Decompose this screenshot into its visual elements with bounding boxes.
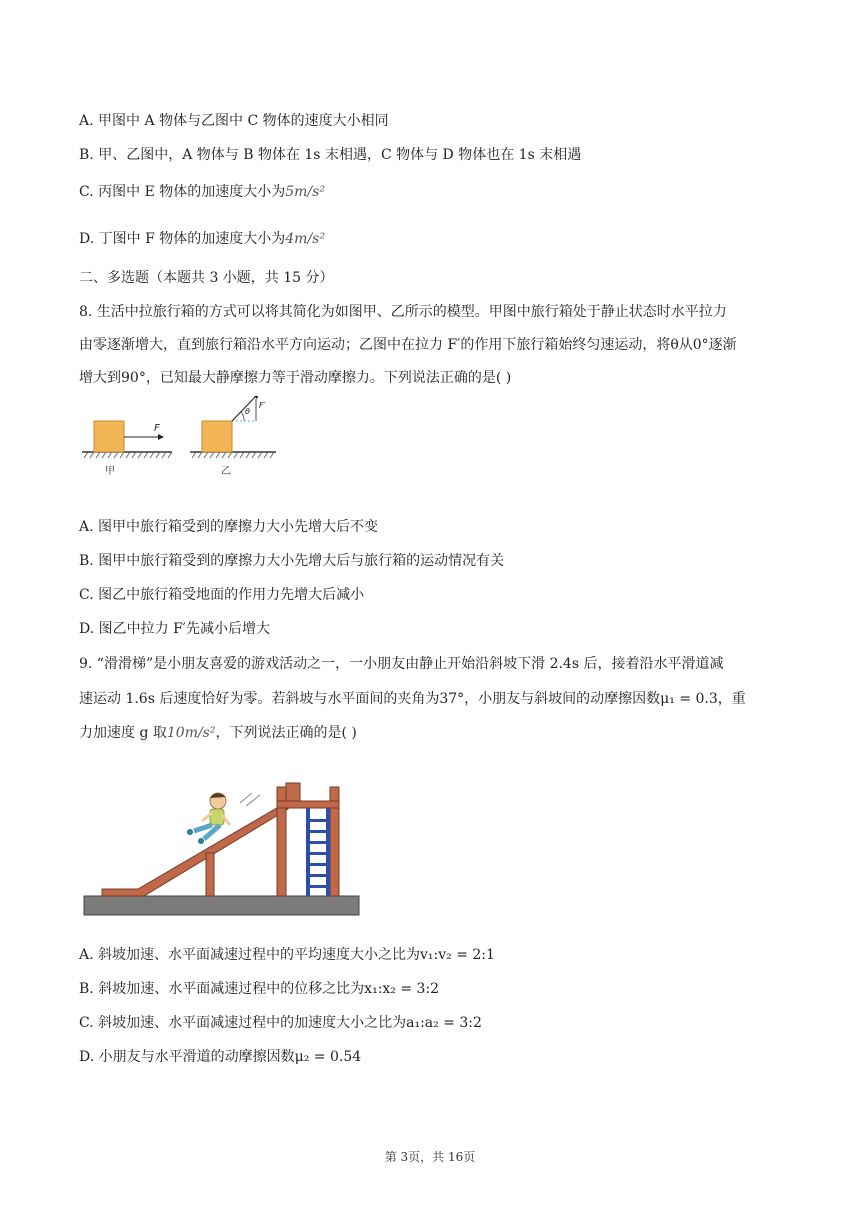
q9-option-b: B. 斜坡加速、水平面减速过程中的位移之比为x₁:x₂ = 3:2	[79, 981, 440, 997]
label-theta: θ	[245, 407, 250, 416]
label-fprime: F′	[259, 401, 266, 410]
unit-expression: 5m/s²	[285, 184, 325, 200]
q7-option-c: C. 丙图中 E 物体的加速度大小为5m/s²	[79, 184, 325, 200]
caption-jia: 甲	[105, 466, 115, 477]
unit-expression: 4m/s²	[285, 231, 325, 247]
slide-board	[102, 805, 288, 896]
angle-arc	[241, 412, 244, 421]
ground-slab	[84, 896, 359, 915]
suitcase-box-yi	[202, 421, 232, 452]
q9-option-a: A. 斜坡加速、水平面减速过程中的平均速度大小之比为v₁:v₂ = 2:1	[79, 947, 495, 963]
caption-yi: 乙	[221, 466, 231, 477]
page-footer: 第 3页，共 16页	[384, 1150, 476, 1164]
q7-option-d: D. 丁图中 F 物体的加速度大小为4m/s²	[79, 231, 325, 247]
q8-figure	[80, 396, 280, 508]
ground-hatch-jia	[84, 452, 172, 458]
child-figure	[187, 793, 230, 844]
q9-slide-figure	[82, 773, 362, 919]
q7-option-a: A. 甲图中 A 物体与乙图中 C 物体的速度大小相同	[79, 113, 389, 129]
unit-expression: 10m/s²	[166, 725, 216, 741]
slide-support-leg	[206, 853, 214, 896]
suitcase-box-jia	[94, 421, 124, 452]
tower-top-block	[286, 783, 300, 801]
q9-stem-line-3: 力加速度 g 取10m/s²，下列说法正确的是( )	[79, 725, 357, 741]
motion-line	[240, 793, 252, 803]
q8-stem-line-2: 由零逐渐增大，直到旅行箱沿水平方向运动；乙图中在拉力 F′的作用下旅行箱始终匀速运动，将θ从0°逐渐	[79, 337, 737, 353]
label-f: F	[154, 423, 160, 434]
q8-option-b: B. 图甲中旅行箱受到的摩擦力大小先增大后与旅行箱的运动情况有关	[79, 553, 505, 569]
q9-stem-line-1: 9. “滑滑梯”是小朋友喜爱的游戏活动之一，一小朋友由静止开始沿斜坡下滑 2.4s 后，接着沿水平滑道减	[79, 656, 724, 672]
q7-option-b: B. 甲、乙图中，A 物体与 B 物体在 1s 末相遇，C 物体与 D 物体也在 1s 末相遇	[79, 147, 582, 163]
q8-stem-line-3: 增大到90°，已知最大静摩擦力等于滑动摩擦力。下列说法正确的是( )	[79, 370, 512, 386]
arrowhead-icon	[158, 434, 164, 440]
q8-stem-line-1: 8. 生活中拉旅行箱的方式可以将其简化为如图甲、乙所示的模型。甲图中旅行箱处于静止状态时水平拉力	[79, 304, 727, 320]
q9-stem-line-2: 速运动 1.6s 后速度恰好为零。若斜坡与水平面间的夹角为37°，小朋友与斜坡间的动摩擦因数μ₁ = 0.3，重	[79, 691, 746, 707]
q8-option-c: C. 图乙中旅行箱受地面的作用力先增大后减小	[79, 587, 365, 603]
section-heading: 二、多选题（本题共 3 小题，共 15 分）	[79, 270, 334, 286]
ground-hatch-yi	[192, 452, 274, 458]
q8-option-d: D. 图乙中拉力 F′先减小后增大	[79, 621, 270, 637]
q8-option-a: A. 图甲中旅行箱受到的摩擦力大小先增大后不变	[79, 519, 379, 535]
q9-option-d: D. 小朋友与水平滑道的动摩擦因数μ₂ = 0.54	[79, 1049, 362, 1065]
q9-option-c: C. 斜坡加速、水平面减速过程中的加速度大小之比为a₁:a₂ = 3:2	[79, 1015, 482, 1031]
tower-platform	[277, 801, 339, 808]
